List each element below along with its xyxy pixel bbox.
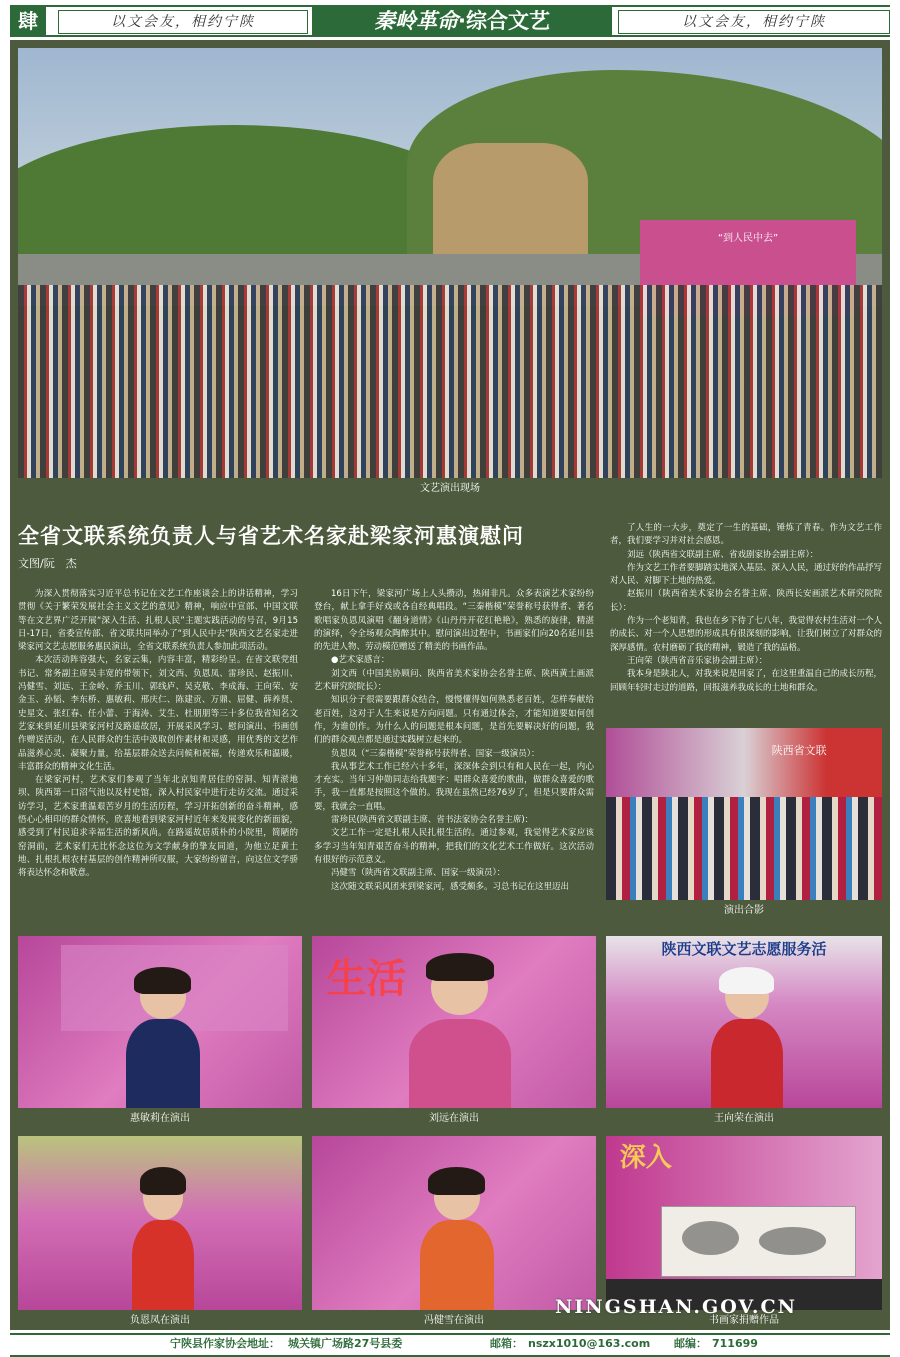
section-name: 综合文艺 <box>465 9 550 33</box>
article-paragraph: 雷珍民(陕西省文联副主席、省书法家协会名誉主席)： <box>331 815 534 826</box>
performer-caption-2: 刘远在演出 <box>429 1113 479 1124</box>
backdrop-banner: 陕西文联文艺志愿服务活 <box>661 940 827 958</box>
performer-caption-4: 负恩凤在演出 <box>130 1315 190 1326</box>
photo-crowd <box>18 285 882 479</box>
article-column-3 <box>610 522 882 695</box>
backdrop-text: 生活 <box>326 955 407 1002</box>
performer-body <box>409 1019 511 1108</box>
group-photo-caption: 演出合影 <box>724 905 764 916</box>
performer-body <box>126 1019 200 1108</box>
performer-photo-1 <box>18 936 302 1108</box>
article-paragraph: 我从事艺术工作已经六十多年，深深体会到只有和人民在一起，内心才充实。当年习仲勋同志给我题字：唱群众喜爱的歌曲，做群众喜爱的歌手，我一直都是按照这个做的。我现在虽然已经76岁了，但是只要群众需要，我就会一直唱。 <box>314 761 594 812</box>
footer-email: nszx1010@163.com <box>528 1337 651 1350</box>
article-paragraph: 赵振川（陕西省美术家协会名誉主席、陕西长安画派艺术研究院院长）： <box>610 589 882 613</box>
article-paragraph: 16日下午，梁家河广场上人头攒动，热闹非凡。众多表演艺术家纷纷登台，献上拿手好戏或各自经典唱段。“三秦楷模”荣誉称号获得者、著名歌唱家负恩凤演唱《翻身道情》《山丹丹开花红艳艳》，熟悉的旋律，精湛的演绎，令全场观众陶醉其中。慰问演出过程中，书画家们向20名延川县的先进人物、劳动模范赠送了精美的书画作品。 <box>314 589 594 653</box>
photo-cliff <box>433 143 589 272</box>
performer-headscarf <box>719 967 774 995</box>
page-header <box>10 5 890 37</box>
article-paragraph: 本次活动阵容强大，名家云集，内容丰富，精彩纷呈。在省文联党组书记、常务副主席吴丰宽的带领下，刘文西、负恩凤、雷珍民、赵振川、冯健雪、刘远、王金岭、乔玉川、郭线庐、吴克敬、李成海、王向荣、安金玉、孙韬、李东桥、惠敏莉、邢庆仁、陈建贡、万鼎、屈健、薛养贤、史星文、张红春、任小蕾、于海涛、艾生、杜朋朋等三十多位我省知名文艺家来到延川县梁家河村及路遥故居，开展采风学习、慰问演出、书画创作赠送活动，在人民群众的生活中汲取创作素材和灵感，用优秀的文艺作品滋养心灵、凝聚力量，给基层群众送去问候和祝福，传递欢乐和温暖，丰富群众的精神文化生活。 <box>18 655 298 772</box>
stage-banner: “到人民中去” <box>717 233 779 245</box>
article-paragraph: 负恩凤（“三秦楷模”荣誉称号获得者、国家一级演员）： <box>331 748 540 759</box>
performer-caption-1: 惠敏莉在演出 <box>130 1113 190 1124</box>
footer-address: 城关镇广场路27号县委 <box>288 1337 403 1350</box>
article-paragraph: 刘远（陕西省文联副主席、省戏剧家协会副主席）： <box>627 549 819 560</box>
performer-caption-3: 王向荣在演出 <box>714 1113 774 1124</box>
footer-postcode: 711699 <box>712 1337 758 1350</box>
page-footer <box>10 1333 890 1357</box>
performer-hair <box>134 967 191 995</box>
article-paragraph: 刘文西（中国美协顾问、陕西省美术家协会名誉主席、陕西黄土画派艺术研究院院长）： <box>314 668 594 693</box>
performer-body <box>420 1220 494 1310</box>
performer-body <box>711 1019 783 1108</box>
performer-caption-5: 冯健雪在演出 <box>424 1315 484 1326</box>
page-number: 肆 <box>10 5 46 37</box>
article-paragraph: ●艺术家感言： <box>331 655 390 666</box>
article-column-1 <box>18 588 298 881</box>
slogan-right: 以文会友，相约宁陕 <box>618 10 890 34</box>
article-paragraph: 在梁家河村，艺术家们参观了当年北京知青居住的窑洞、知青淤地坝、陕西第一口沼气池以及村史馆，深入村民家中进行走访交流。通过采访学习，艺术家重温艰苦岁月的生活历程，学习开拓创新的奋斗精神，感悟心心相印的群众情怀，欣喜地看到梁家河村近年来发展变化的新面貌，感受到了村民追求幸福生活的新风尚。在路遥故居质朴的小院里，简陋的窑洞前，艺术家们无比怀念这位为文学献身的挚友同道，为他立足黄土地、扎根扎根农村基层的创作精神所叹服，大家纷纷留言，向这位文学骄将表达怀念和敬意。 <box>18 775 298 879</box>
article-paragraph: 冯健雪（陕西省文联副主席、国家一级演员）： <box>331 868 506 879</box>
ink-blot <box>759 1227 827 1255</box>
section-script: 秦岭革命 <box>374 8 458 33</box>
backdrop-text: 深入 <box>619 1142 672 1173</box>
group-people <box>606 797 882 900</box>
performer-photo-5 <box>312 1136 596 1310</box>
article-paragraph: 王向荣（陕西省音乐家协会副主席）： <box>627 655 768 666</box>
main-photo <box>18 48 882 478</box>
painting-scroll <box>661 1206 856 1278</box>
article-byline: 文图/阮 杰 <box>18 557 77 570</box>
performer-hair <box>426 953 494 981</box>
performer-photo-2 <box>312 936 596 1108</box>
group-banner: 陕西省文联 <box>771 743 827 757</box>
group-photo <box>606 728 882 900</box>
article-paragraph: 作为文艺工作者要脚踏实地深入基层、深入人民，通过好的作品抒写对人民、对脚下土地的热爱。 <box>610 562 883 587</box>
group-backdrop <box>606 728 882 805</box>
slogan-left: 以文会友，相约宁陕 <box>58 10 308 34</box>
performer-caption-6: 书画家捐赠作品 <box>709 1315 779 1326</box>
article-paragraph: 作为一个老知青，我也在乡下待了七八年，我觉得农村生活对一个人的成长、对一个人思想的形成具有很深刻的影响，让我们树立了对群众的深厚感情。农村磨砺了我的精神，锻造了我的品格。 <box>610 616 883 653</box>
content-panel <box>10 40 890 1330</box>
performer-photo-3 <box>606 936 882 1108</box>
site-watermark: NINGSHAN.GOV.CN <box>555 1296 797 1318</box>
article-paragraph: 文艺工作一定是扎根人民扎根生活的。通过参观，我觉得艺术家应该多学习当年知青艰苦奋斗的精神，把我们的文化艺术工作做好。这次活动有很好的示范意义。 <box>314 828 594 865</box>
article-paragraph: 我本身是陕北人，对我来说是回家了，在这里重温自己的成长历程，回顾年轻时走过的道路，回报滋养我成长的土地和群众。 <box>610 669 883 693</box>
article-paragraph: 了人生的一大步，奠定了一生的基础，锤炼了青春。作为文艺工作者，我们要学习并对社会感恩。 <box>610 523 882 547</box>
article-paragraph: 为深入贯彻落实习近平总书记在文艺工作座谈会上的讲话精神，学习贯彻《关于繁荣发展社会主义文艺的意见》精神，响应中宣部、中国文联等在文艺界广泛开展“深入生活、扎根人民”主题实践活动的号召，9月15日-17日，省委宣传部、省文联共同举办了“到人民中去”陕西文艺名家走进梁家河文艺志愿服务惠民演出，全省文联系统负责人参加此项活动。 <box>18 589 298 653</box>
section-title <box>312 5 612 37</box>
article-paragraph: 这次随文联采风团来到梁家河，感受颇多。习总书记在这里迈出 <box>331 881 570 892</box>
footer-postcode-label: 邮编： <box>674 1337 707 1350</box>
main-photo-caption: 文艺演出现场 <box>420 483 480 494</box>
performer-body <box>132 1220 194 1310</box>
performer-photo-6 <box>606 1136 882 1310</box>
ink-blot <box>682 1221 740 1256</box>
article-column-2 <box>314 588 594 894</box>
footer-email-label: 邮箱： <box>490 1337 523 1350</box>
footer-address-label: 宁陕县作家协会地址： <box>170 1337 280 1350</box>
performer-hair <box>140 1167 185 1195</box>
performer-photo-4 <box>18 1136 302 1310</box>
performer-hair <box>428 1167 485 1195</box>
section-dot: · <box>458 9 466 33</box>
article-title: 全省文联系统负责人与省艺术名家赴梁家河惠演慰问 <box>18 524 524 548</box>
article-paragraph: 知识分子很需要跟群众结合，慢慢懂得如何熟悉老百姓，怎样奉献给老百姓，这对于人生来说是方向问题。只有通过体会，才能知道要如何创作，为谁创作。为什么人的问题是根本问题，是首先要解决好的问题，我们的群众观点都是通过实践树立起来的。 <box>314 695 594 746</box>
